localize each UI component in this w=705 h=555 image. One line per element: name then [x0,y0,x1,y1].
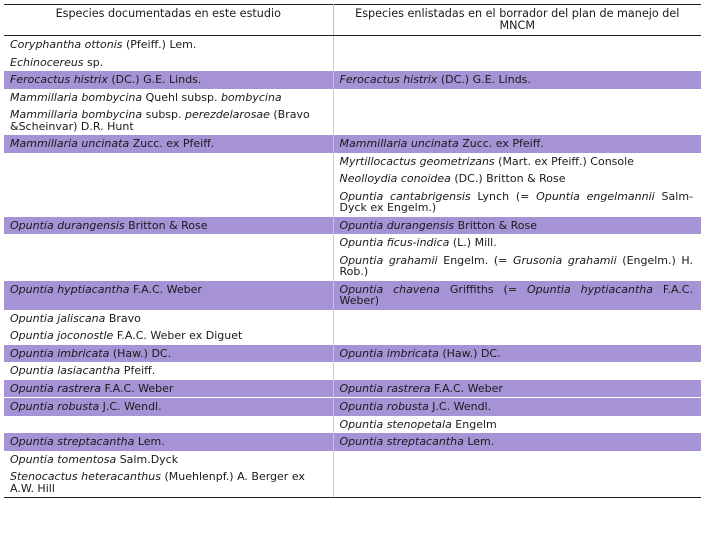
species-table [4,4,701,498]
table-body [4,36,701,498]
species-name: Opuntia chavena [339,282,440,296]
table-row [4,281,701,310]
species-name: Neolloydia conoidea [339,172,451,185]
species-name: Opuntia streptacantha [10,435,135,448]
species-name: Coryphantha ottonis [10,38,123,51]
species-name: Opuntia durangensis [339,218,455,232]
cell-documented-species [4,153,333,171]
cell-listed-species: Opuntia durangensis Britton & Rose [333,217,701,235]
species-name: Ferocactus histrix [10,73,108,86]
cell-listed-species [333,89,701,107]
cell-documented-species: Opuntia jaliscana Bravo [4,310,333,328]
table-row [4,310,701,328]
table-row [4,54,701,72]
cell-documented-species: Opuntia hyptiacantha F.A.C. Weber [4,281,333,310]
header-listed-species: Especies enlistadas en el borrador del plan de manejo del MNCM [333,5,701,36]
cell-listed-species [333,54,701,72]
cell-listed-species: Neolloydia conoidea (DC.) Britton & Rose [339,172,566,185]
table-row [4,433,701,451]
table-row [4,188,701,217]
species-name: Opuntia hyptiacantha [10,282,130,296]
table-row [4,451,701,469]
species-name: Opuntia jaliscana [10,311,106,325]
cell-listed-species [333,362,701,380]
species-name: Echinocereus [10,55,84,69]
cell-listed-species: Mammillaria uncinata Zucc. ex Pfeiff. [333,135,701,153]
table-row [4,89,701,107]
cell-listed-species: Opuntia grahamii Engelm. (= Grusonia grahamii (Engelm.) H. Rob.) [339,253,693,278]
cell-listed-species [333,468,701,498]
header-documented-species: Especies documentadas en este estudio [4,5,333,36]
cell-documented-species: Opuntia tomentosa Salm.Dyck [4,451,333,469]
table-row [4,153,701,171]
cell-listed-species: Opuntia rastrera F.A.C. Weber [333,380,701,398]
species-name: bombycina [220,90,282,104]
cell-listed-species: Myrtillocactus geometrizans (Mart. ex Pfeiff.) Console [339,154,634,168]
table-row [4,217,701,235]
table-row [4,380,701,398]
cell-documented-species [4,416,333,434]
species-name: Myrtillocactus geometrizans [339,154,495,168]
species-name: Opuntia robusta [10,400,100,413]
cell-listed-species: Opuntia stenopetala Engelm [339,417,497,431]
cell-listed-species: Ferocactus histrix (DC.) G.E. Linds. [333,71,701,89]
cell-documented-species [4,252,333,281]
cell-documented-species: Coryphantha ottonis (Pfeiff.) Lem. [4,36,333,54]
species-name: perezdelarosae [185,108,270,121]
cell-documented-species: Mammillaria uncinata Zucc. ex Pfeiff. [4,135,333,153]
species-name: Opuntia rastrera [10,381,102,395]
cell-documented-species: Opuntia robusta J.C. Wendl. [4,398,333,416]
species-name: Opuntia rastrera [339,381,431,395]
cell-listed-species: Opuntia chavena Griffiths (= Opuntia hyptiacantha F.A.C. Weber) [333,281,701,310]
cell-documented-species [4,188,333,217]
table-row [4,468,701,498]
table-row [4,71,701,89]
cell-documented-species: Ferocactus histrix (DC.) G.E. Linds. [4,71,333,89]
species-name: Opuntia hyptiacantha [526,282,653,296]
species-name: Opuntia cantabrigensis [339,189,471,203]
cell-documented-species: Opuntia imbricata (Haw.) DC. [4,345,333,363]
cell-documented-species: Stenocactus heteracanthus (Muehlenpf.) A. Berger ex A.W. Hill [4,468,333,498]
table-row [4,135,701,153]
table-row [4,36,701,54]
species-name: Opuntia stenopetala [339,417,452,431]
species-name: Mammillaria uncinata [10,137,130,150]
cell-documented-species: Echinocereus sp. [4,54,333,72]
table-row [4,398,701,416]
table-row [4,106,701,135]
species-name: Opuntia engelmannii [536,189,655,203]
species-name: Stenocactus heteracanthus [10,470,161,483]
cell-documented-species: Opuntia joconostle F.A.C. Weber ex Diguet [4,327,333,345]
cell-listed-species [333,36,701,54]
cell-documented-species: Opuntia streptacantha Lem. [4,433,333,451]
cell-documented-species: Mammillaria bombycina Quehl subsp. bombycina [4,89,333,107]
cell-documented-species: Opuntia durangensis Britton & Rose [4,217,333,235]
species-name: Opuntia imbricata [339,346,439,360]
species-name: Opuntia lasiacantha [10,364,121,377]
header-row [4,5,701,36]
cell-listed-species: Opuntia streptacantha Lem. [333,433,701,451]
species-name: Mammillaria bombycina [10,90,143,104]
cell-documented-species [4,170,333,188]
species-name: Mammillaria bombycina [10,108,143,121]
table-row [4,362,701,380]
cell-listed-species: Opuntia ficus-indica (L.) Mill. [339,236,497,249]
cell-documented-species: Opuntia lasiacantha Pfeiff. [4,362,333,380]
species-name: Opuntia durangensis [10,218,125,232]
species-name: Ferocactus histrix [339,73,438,86]
cell-listed-species [333,106,701,135]
table-row [4,416,701,434]
species-name: Opuntia imbricata [10,346,110,360]
cell-listed-species [333,451,701,469]
table-row [4,170,701,188]
species-table-container [4,4,701,498]
species-name: Opuntia joconostle [10,329,114,342]
cell-listed-species: Opuntia cantabrigensis Lynch (= Opuntia engelmannii Salm-Dyck ex Engelm.) [339,189,694,214]
table-row [4,252,701,281]
species-name: Opuntia robusta [339,400,429,413]
cell-listed-species: Opuntia robusta J.C. Wendl. [333,398,701,416]
species-name: Opuntia ficus-indica [339,236,450,249]
species-name: Opuntia tomentosa [10,452,117,466]
species-name: Opuntia grahamii [339,253,438,267]
table-row [4,345,701,363]
species-name: Opuntia streptacantha [339,435,464,448]
table-row [4,234,701,252]
cell-documented-species: Mammillaria bombycina subsp. perezdelarosae (Bravo &Scheinvar) D.R. Hunt [4,106,333,135]
table-row [4,327,701,345]
cell-listed-species [333,310,701,328]
table-header [4,5,701,36]
cell-documented-species: Opuntia rastrera F.A.C. Weber [4,380,333,398]
species-name: Mammillaria uncinata [339,137,459,150]
cell-documented-species [4,234,333,252]
species-name: Grusonia grahamii [512,253,617,267]
cell-listed-species: Opuntia imbricata (Haw.) DC. [333,345,701,363]
cell-listed-species [333,327,701,345]
